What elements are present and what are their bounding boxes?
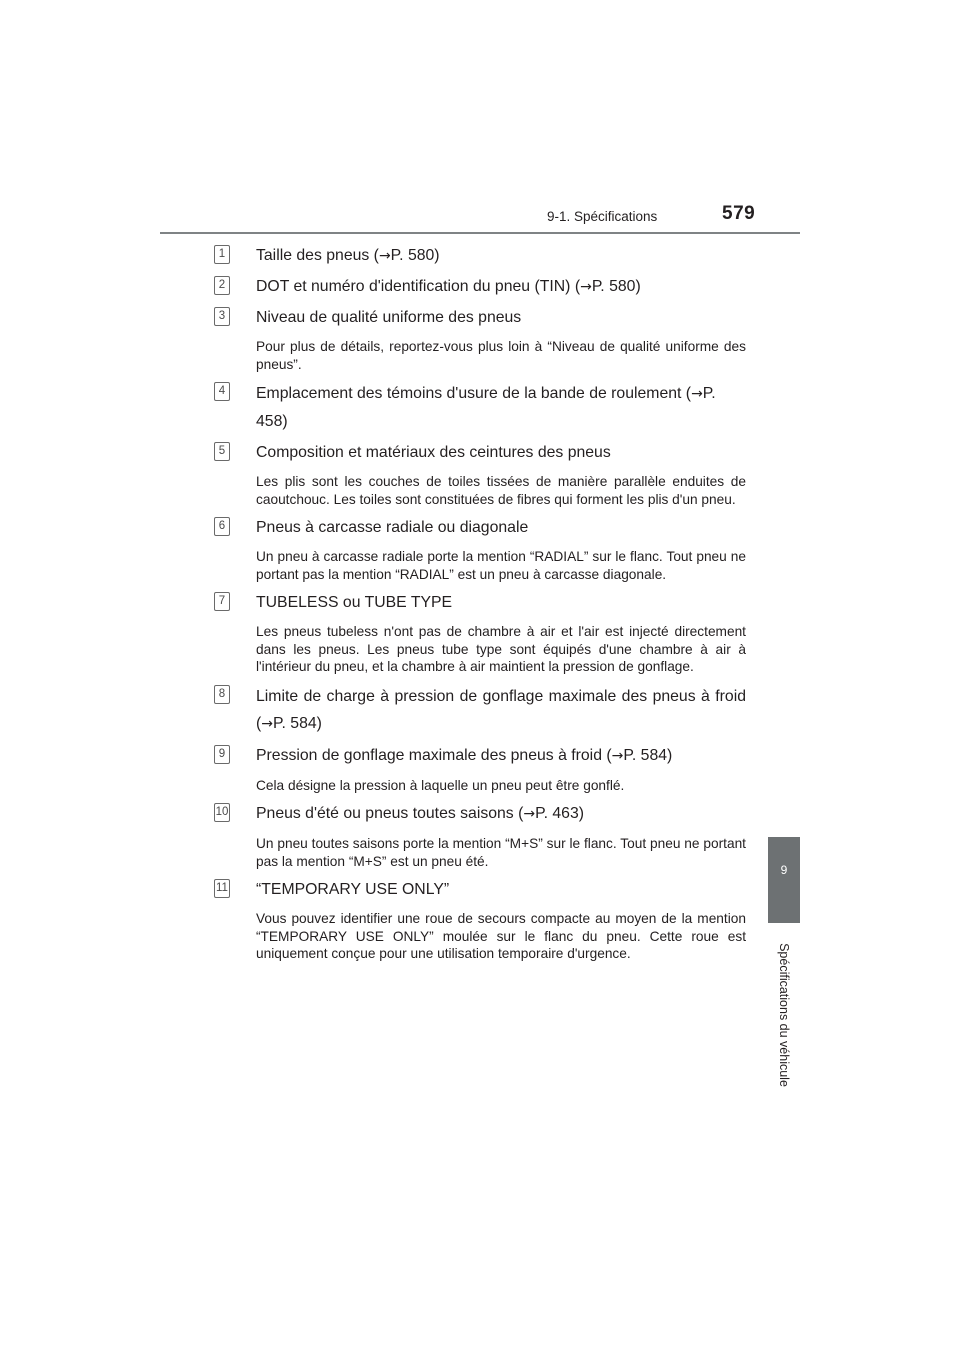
list-item <box>214 877 746 963</box>
item-number-badge: 3 <box>214 307 230 326</box>
item-title: DOT et numéro d'identification du pneu (TIN) (→P. 580) <box>256 278 641 295</box>
list-item <box>214 683 746 738</box>
item-title: “TEMPORARY USE ONLY” <box>256 881 450 898</box>
chapter-label: Spécifications du véhicule <box>777 943 791 1087</box>
item-description: Vous pouvez identifier une roue de secours compacte au moyen de la mention “TEMPORARY USE ONLY” moulée sur le flanc du pneu. Cette roue est uniquement conçue pour une utilisation temporaire d'urgence. <box>256 911 746 961</box>
arrow-right-icon: → <box>580 279 592 295</box>
list-item <box>214 274 746 300</box>
item-number-badge: 11 <box>214 879 230 898</box>
section-title: 9-1. Spécifications <box>547 209 658 224</box>
item-title: Taille des pneus (→P. 580) <box>256 247 440 264</box>
item-description: Cela désigne la pression à laquelle un pneu peut être gonflé. <box>256 777 625 793</box>
chapter-tab <box>768 837 800 923</box>
item-title: Pneus à carcasse radiale ou diagonale <box>256 519 529 536</box>
item-title: Emplacement des témoins d'usure de la bande de roulement (→P. 458) <box>256 385 716 430</box>
item-number-badge: 2 <box>214 276 230 295</box>
item-number-badge: 1 <box>214 245 230 264</box>
item-description: Un pneu toutes saisons porte la mention “M+S” sur le flanc. Tout pneu ne portant pas la mention “M+S” est un pneu été. <box>256 836 746 869</box>
item-title: Pneus d'été ou pneus toutes saisons (→P. 463) <box>256 805 584 822</box>
arrow-right-icon: → <box>691 386 703 402</box>
spec-list <box>214 243 746 963</box>
item-title: Niveau de qualité uniforme des pneus <box>256 309 522 326</box>
arrow-right-icon: → <box>378 248 391 264</box>
list-item <box>214 590 746 676</box>
page-number: 579 <box>722 203 756 224</box>
item-number-badge: 9 <box>214 745 230 764</box>
arrow-right-icon: → <box>261 715 273 732</box>
chapter-number: 9 <box>780 863 788 877</box>
item-number-badge: 5 <box>214 442 230 461</box>
item-title: Pression de gonflage maximale des pneus à froid (→P. 584) <box>256 746 673 764</box>
list-item <box>214 243 746 269</box>
item-number-badge: 6 <box>214 517 230 536</box>
list-item <box>214 743 746 795</box>
item-description: Les plis sont les couches de toiles tissées de manière parallèle enduites de caoutchouc. Les toiles sont constituées de fibres qui forment les plis d'un pneu. <box>256 474 746 507</box>
list-item <box>214 440 746 508</box>
item-number-badge: 10 <box>214 803 230 822</box>
list-item <box>214 380 746 435</box>
arrow-right-icon: → <box>611 747 624 764</box>
arrow-right-icon: → <box>523 806 536 822</box>
list-item <box>214 305 746 373</box>
item-number-badge: 4 <box>214 382 230 401</box>
item-title: TUBELESS ou TUBE TYPE <box>256 594 453 611</box>
item-description: Les pneus tubeless n'ont pas de chambre à air et l'air est injecté directement dans les pneus. Les pneus tube type sont équipés d'une chambre à air à l'intérieur du pneu, et la chambre à air maintient la pression de gonflage. <box>256 624 746 674</box>
item-number-badge: 7 <box>214 592 230 611</box>
item-title: Composition et matériaux des ceintures des pneus <box>256 444 611 461</box>
list-item <box>214 515 746 583</box>
list-item <box>214 801 746 870</box>
item-description: Pour plus de détails, reportez-vous plus loin à “Niveau de qualité uniforme des pneus”. <box>256 339 746 372</box>
item-title: Limite de charge à pression de gonflage maximale des pneus à froid (→P. 584) <box>256 687 746 732</box>
header-divider <box>160 232 800 234</box>
item-description: Un pneu à carcasse radiale porte la mention “RADIAL” sur le flanc. Tout pneu ne portant pas la mention “RADIAL” est un pneu à carcasse diagonale. <box>256 549 746 582</box>
item-number-badge: 8 <box>214 685 230 704</box>
